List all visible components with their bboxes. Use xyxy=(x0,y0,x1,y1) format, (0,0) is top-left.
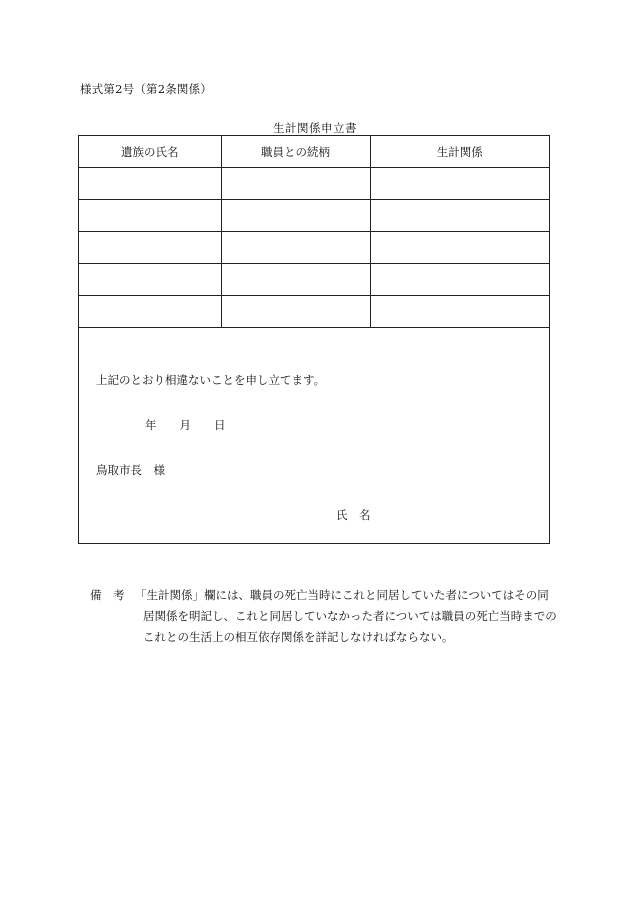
date-line[interactable]: 年 月 日 xyxy=(145,418,226,432)
bereaved-name-cell[interactable] xyxy=(79,264,221,296)
column-header-bereaved-name: 遺族の氏名 xyxy=(79,136,221,168)
table-row xyxy=(79,168,549,200)
remarks-section xyxy=(90,585,560,648)
livelihood-cell[interactable] xyxy=(370,232,549,264)
form-box xyxy=(78,135,550,544)
remarks-label: 備 考 xyxy=(90,588,125,602)
remarks-text: 「生計関係」欄には、職員の死亡当時にこれと同居していた者についてはその同居関係を明記し、これと同居していなかった者については職員の死亡当時までのこれとの生活上の相互依存関係を詳記しなければならない。 xyxy=(135,588,557,644)
relationship-cell[interactable] xyxy=(221,264,370,296)
relationship-cell[interactable] xyxy=(221,168,370,200)
livelihood-cell[interactable] xyxy=(370,200,549,232)
table-row xyxy=(79,232,549,264)
table-row xyxy=(79,200,549,232)
declaration-statement: 上記のとおり相違ないことを申し立てます。 xyxy=(96,373,326,387)
addressee: 鳥取市長 様 xyxy=(96,463,165,477)
table-row xyxy=(79,264,549,296)
bereaved-name-cell[interactable] xyxy=(79,232,221,264)
column-header-relationship: 職員との続柄 xyxy=(221,136,370,168)
bereaved-name-cell[interactable] xyxy=(79,168,221,200)
document-title: 生計関係申立書 xyxy=(273,121,357,135)
relationship-cell[interactable] xyxy=(221,296,370,328)
livelihood-cell[interactable] xyxy=(370,264,549,296)
livelihood-cell[interactable] xyxy=(370,168,549,200)
relationship-cell[interactable] xyxy=(221,200,370,232)
bereaved-name-cell[interactable] xyxy=(79,200,221,232)
bereaved-name-cell[interactable] xyxy=(79,296,221,328)
table-row xyxy=(79,296,549,328)
column-header-livelihood: 生計関係 xyxy=(370,136,549,168)
applicant-name-label[interactable]: 氏 名 xyxy=(336,508,371,522)
table-header-row xyxy=(79,136,549,168)
relations-table xyxy=(79,136,549,328)
form-number: 様式第2号（第2条関係） xyxy=(80,82,213,96)
relationship-cell[interactable] xyxy=(221,232,370,264)
livelihood-cell[interactable] xyxy=(370,296,549,328)
